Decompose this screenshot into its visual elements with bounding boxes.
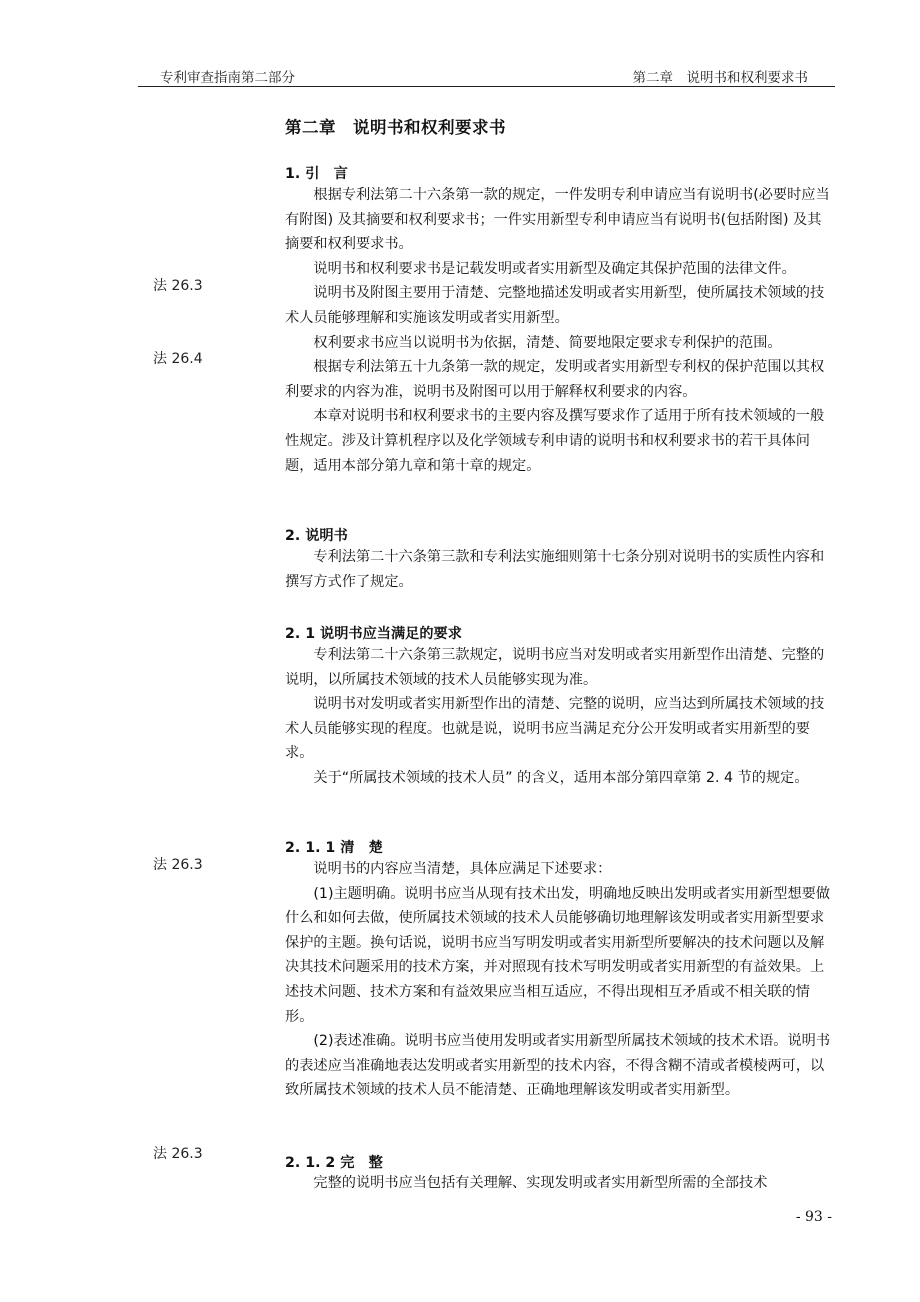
- running-header-left: 专利审查指南第二部分: [160, 70, 295, 86]
- page-number: - 93 -: [795, 1209, 832, 1225]
- paragraph: 说明书的内容应当清楚，具体应满足下述要求：: [313, 861, 612, 877]
- section-body-2-1: [285, 643, 835, 791]
- section-body-2: [285, 545, 835, 594]
- header-rule: [138, 86, 835, 87]
- paragraph: 权利要求书应当以说明书为依据，清楚、简要地限定要求专利保护的范围。: [313, 334, 782, 351]
- paragraph: (2)表述准确。说明书应当使用发明或者实用新型所属技术领域的技术术语。说明书的表述应当准确地表达发明或者实用新型的技术内容，不得含糊不清或者模棱两可，以致所属技术领域的技术人员不能清楚、正确地理解该发明或者实用新型。: [285, 1033, 831, 1099]
- paragraph: 专利法第二十六条第三款和专利法实施细则第十七条分别对说明书的实质性内容和撰写方式作了规定。: [285, 549, 825, 590]
- section-body-2-1-2: [285, 1171, 835, 1196]
- margin-note: 法 26.3: [153, 1146, 203, 1162]
- paragraph: (1)主题明确。说明书应当从现有技术出发，明确地反映出发明或者实用新型想要做什么和如何去做，使所属技术领域的技术人员能够确切地理解该发明或者实用新型要求保护的主题。换句话说，说明书应当写明发明或者实用新型所要解决的技术问题以及解决其技术问题采用的技术方案，并对照现有技术写明发明或者实用新型的有益效果。上述技术问题、技术方案和有益效果应当相互适应，不得出现相互矛盾或不相关联的情形。: [285, 885, 831, 1025]
- margin-note: 法 26.3: [153, 857, 203, 873]
- section-heading-2-1-1: 2. 1. 1 清 楚: [285, 840, 383, 856]
- paragraph: 根据专利法第二十六条第一款的规定，一件发明专利申请应当有说明书(必要时应当有附图) 及其摘要和权利要求书；一件实用新型专利申请应当有说明书(包括附图) 及其摘要和权利要求书。: [285, 187, 830, 253]
- paragraph: 关于“所属技术领域的技术人员” 的含义，适用本部分第四章第 2. 4 节的规定。: [313, 769, 809, 786]
- chapter-title: 第二章 说明书和权利要求书: [285, 118, 506, 137]
- paragraph: 说明书及附图主要用于清楚、完整地描述发明或者实用新型，使所属技术领域的技术人员能够理解和实施该发明或者实用新型。: [285, 285, 825, 326]
- section-heading-1: 1. 引 言: [285, 166, 348, 182]
- paragraph: 本章对说明书和权利要求书的主要内容及撰写要求作了适用于所有技术领域的一般性规定。涉及计算机程序以及化学领域专利申请的说明书和权利要求书的若干具体问题，适用本部分第九章和第十章的规定。: [285, 408, 825, 474]
- paragraph: 专利法第二十六条第三款规定，说明书应当对发明或者实用新型作出清楚、完整的说明，以所属技术领域的技术人员能够实现为准。: [285, 647, 825, 688]
- section-heading-2-1-2: 2. 1. 2 完 整: [285, 1155, 383, 1171]
- paragraph: 说明书对发明或者实用新型作出的清楚、完整的说明，应当达到所属技术领域的技术人员能够实现的程度。也就是说，说明书应当满足充分公开发明或者实用新型的要求。: [285, 696, 825, 762]
- paragraph: 说明书和权利要求书是记载发明或者实用新型及确定其保护范围的法律文件。: [313, 260, 796, 277]
- paragraph: 根据专利法第五十九条第一款的规定，发明或者实用新型专利权的保护范围以其权利要求的内容为准，说明书及附图可以用于解释权利要求的内容。: [285, 359, 825, 400]
- section-body-2-1-1: [285, 857, 835, 1103]
- paragraph: 完整的说明书应当包括有关理解、实现发明或者实用新型所需的全部技术: [313, 1175, 768, 1191]
- section-heading-2-1: 2. 1 说明书应当满足的要求: [285, 626, 462, 642]
- margin-note: 法 26.4: [153, 351, 203, 367]
- margin-note: 法 26.3: [153, 278, 203, 294]
- running-header-right: 第二章 说明书和权利要求书: [632, 70, 808, 86]
- section-body-1: [285, 183, 835, 478]
- section-heading-2: 2. 说明书: [285, 528, 348, 544]
